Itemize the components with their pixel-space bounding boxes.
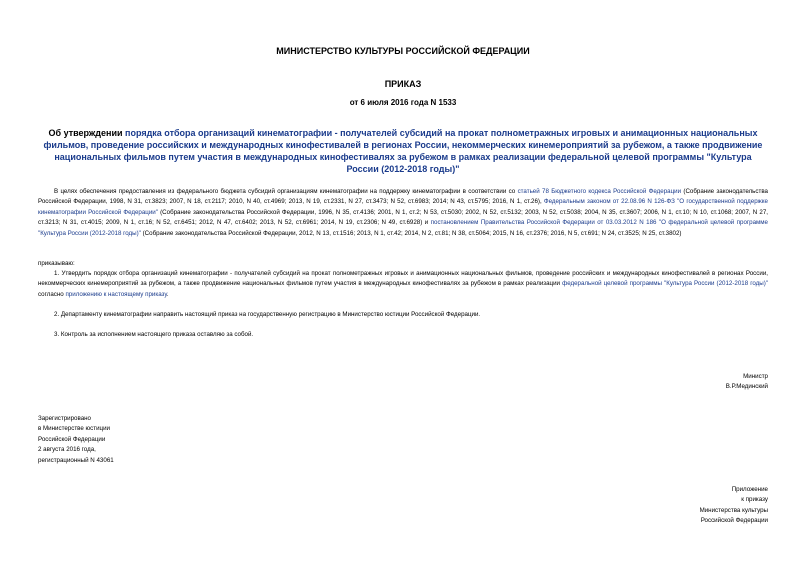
preamble-text-2: (Собрание законодательства Российской Федерации, 1998, N 31, ст.3823; 2007, N 18, ст.2117; 2010, N 40, ст.4969; 2013, N 19, ст.2331, N 27, ст.3473; N 52, ст.6983; 2014; N 43, ст.5795; 2016, N 1, ст.26), <box>38 188 768 206</box>
registration-line: Российской Федерации <box>38 435 106 443</box>
item-1-paragraph <box>38 269 768 300</box>
preamble-paragraph <box>38 187 768 239</box>
document-date: от 6 июля 2016 года N 1533 <box>349 98 457 107</box>
signature-position: Министр <box>743 373 768 380</box>
registration-block <box>38 414 114 466</box>
order-word: приказываю: <box>38 260 75 267</box>
item-1-text-1: 1. Утвердить порядок отбора организаций кинематографии - получателей субсидий на прокат полнометражных игровых и анимационных национальных фильмов, проведение российских и международных кинофестивалей в регионах России, некоммерческих кинемероприятий за рубежом, а также продвижение национальных фильмов путем участия в международных кинофестивалях за рубежом в рамках реализации <box>38 270 768 288</box>
preamble-text-3: (Собрание законодательства Российской Федерации, 1996, N 35, ст.4136; 2001, N 1, ст.2; N 53, ст.5030; 2002, N 52, ст.5132; 2003, N 52, ст.5038; 2004, N 35, ст.3607; 2006, N 1, ст.10; N 10, ст.1068; 2007, N 27, ст.3213; N 31, ст.4015; 2009, N 1, ст.16; N 52, ст.6451; 2012, N 47, ст.6402; 2013, N 52, ст.6961; 2014, N 19, ст.2306; N 49, ст.6928) и <box>38 208 768 227</box>
federal-program-link[interactable]: федеральной целевой программы "Культура России (2012-2018 годы)" <box>562 280 769 288</box>
appendix-line: Российской Федерации <box>700 517 768 525</box>
federal-law-link[interactable]: Федеральным законом от 22.08.96 N 126-ФЗ "О государственной поддержке кинематографии Российской Федерации" <box>38 198 768 216</box>
registration-line: регистрационный N 43061 <box>38 456 114 464</box>
signature-name: В.Р.Мединский <box>725 383 768 391</box>
item-2-paragraph: 2. Департаменту кинематографии направить настоящий приказ на государственную регистрацию в Министерство юстиции Российской Федерации. <box>54 311 481 318</box>
preamble-text-4: (Собрание законодательства Российской Федерации, 2012, N 13, ст.1516; 2013, N 1, ст.42; 2014, N 2, ст.81; N 38, ст.5064; 2015, N 16, ст.2376; 2016, N 5, ст.691; N 24, ст.3525; N 25, ст.3802) <box>140 229 682 237</box>
appendix-block <box>700 485 768 527</box>
document-type-heading: ПРИКАЗ <box>384 79 422 89</box>
appendix-line: Приложение <box>731 486 768 493</box>
registration-line: 2 августа 2016 года, <box>38 446 96 454</box>
appendix-link[interactable]: приложению к настоящему приказу <box>65 290 167 298</box>
title-link[interactable]: порядка отбора организаций кинематографии - получателей субсидий на прокат полнометражных игровых и анимационных национальных фильмов, проведение российских и международных кинофестивалей в регионах России, некоммерческих кинемероприятий за рубежом, а также продвижение национальных фильмов путем участия в международных кинофестивалях за рубежом в рамках реализации федеральной целевой программы "Культура России (2012-2018 годы)" <box>43 128 763 174</box>
signature-block <box>726 372 768 393</box>
registration-line: в Министерстве юстиции <box>38 425 111 433</box>
budget-code-link[interactable]: статьей 78 Бюджетного кодекса Российской Федерации <box>517 188 682 195</box>
appendix-line: к приказу <box>741 496 768 504</box>
registration-line: Зарегистрировано <box>38 415 91 422</box>
title-prefix: Об утверждении <box>48 128 126 138</box>
preamble-text-1: В целях обеспечения предоставления из федерального бюджета субсидий организациям кинематографии на поддержку кинематографии в соответствии со <box>54 188 518 195</box>
appendix-line: Министерства культуры <box>699 506 768 514</box>
ministry-heading: МИНИСТЕРСТВО КУЛЬТУРЫ РОССИЙСКОЙ ФЕДЕРАЦИИ <box>276 46 530 56</box>
item-1-text-3: . <box>166 290 169 298</box>
government-resolution-link[interactable]: постановлением Правительства Российской Федерации от 03.03.2012 N 186 "О федеральной целевой программе "Культура России (2012-2018 годы)" <box>38 219 768 237</box>
item-3-paragraph: 3. Контроль за исполнением настоящего приказа оставляю за собой. <box>54 331 254 338</box>
item-1-text-2: согласно <box>38 290 66 298</box>
document-title <box>38 127 768 175</box>
